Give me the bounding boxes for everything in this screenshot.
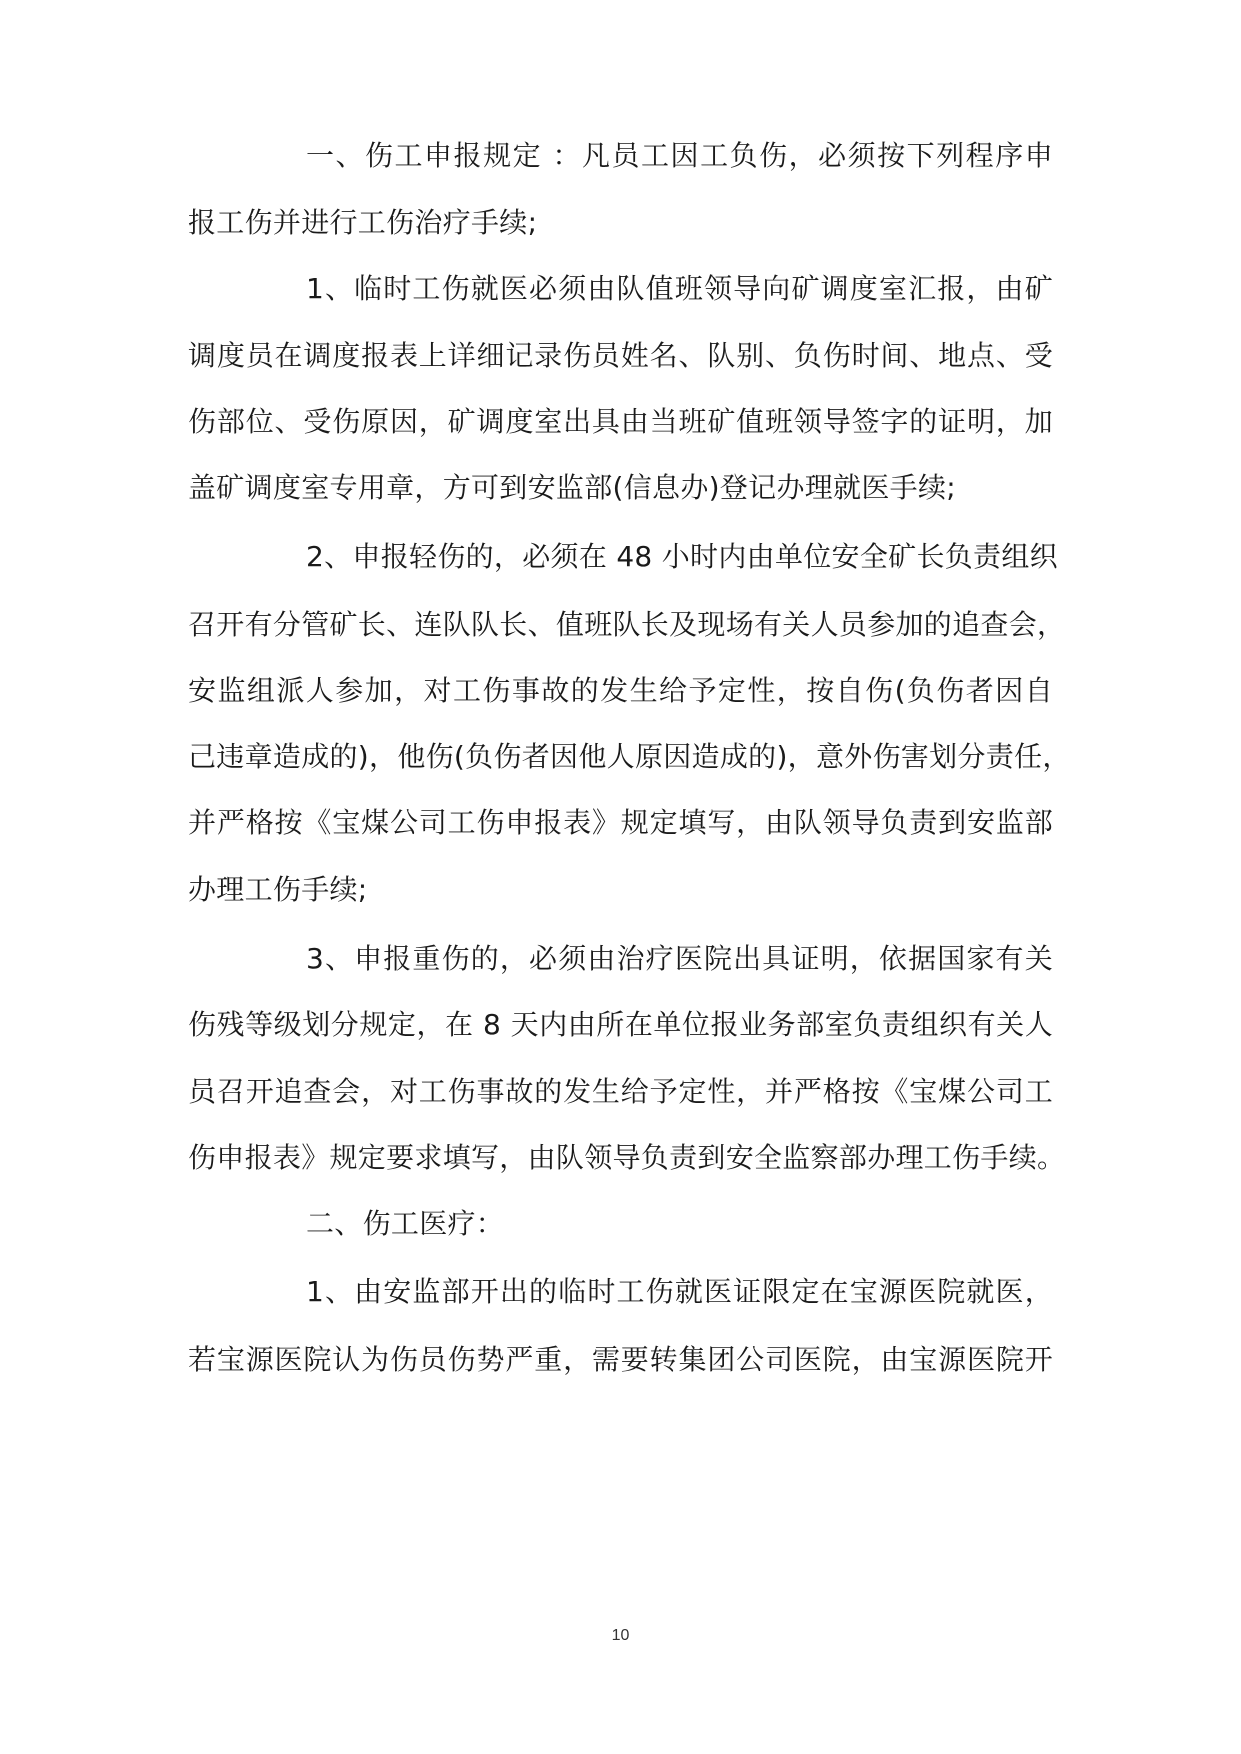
body-text-line: 1、临时工伤就医必须由队值班领导向矿调度室汇报，由矿 xyxy=(306,272,1053,305)
body-text-line: 2、申报轻伤的，必须在 48 小时内由单位安全矿长负责组织 xyxy=(306,540,1058,573)
section-heading: 二、伤工医疗： xyxy=(306,1207,505,1240)
body-text-line: 并严格按《宝煤公司工伤申报表》规定填写，由队领导负责到安监部 xyxy=(188,806,1053,839)
body-text-line: 伤残等级划分规定，在 8 天内由所在单位报业务部室负责组织有关人 xyxy=(188,1008,1053,1041)
body-text-line: 召开有分管矿长、连队队长、值班队长及现场有关人员参加的追查会， xyxy=(188,608,1066,641)
body-text-line: 若宝源医院认为伤员伤势严重，需要转集团公司医院，由宝源医院开 xyxy=(188,1343,1053,1376)
body-text-line: 3、申报重伤的，必须由治疗医院出具证明，依据国家有关 xyxy=(306,942,1053,975)
body-text-line: 安监组派人参加，对工伤事故的发生给予定性，按自伤(负伤者因自 xyxy=(188,674,1053,707)
body-text-line: 报工伤并进行工伤治疗手续; xyxy=(188,206,538,239)
body-text-line: 一、伤工申报规定 ：凡员工因工负伤，必须按下列程序申 xyxy=(306,139,1053,172)
body-text-line: 调度员在调度报表上详细记录伤员姓名、队别、负伤时间、地点、受 xyxy=(188,339,1053,372)
body-text-line: 伤部位、受伤原因，矿调度室出具由当班矿值班领导签字的证明，加 xyxy=(188,405,1053,438)
body-text-line: 盖矿调度室专用章，方可到安监部(信息办)登记办理就医手续; xyxy=(188,471,956,504)
body-text-line: 己违章造成的)，他伤(负伤者因他人原因造成的)，意外伤害划分责任， xyxy=(188,740,1071,773)
body-text-line: 1、由安监部开出的临时工伤就医证限定在宝源医院就医， xyxy=(306,1275,1053,1308)
body-text-line: 员召开追查会，对工伤事故的发生给予定性，并严格按《宝煤公司工 xyxy=(188,1075,1053,1108)
body-text-line: 办理工伤手续; xyxy=(188,873,368,906)
body-text-line: 伤申报表》规定要求填写，由队领导负责到安全监察部办理工伤手续。 xyxy=(188,1141,1066,1174)
page-number: 10 xyxy=(611,1627,630,1644)
